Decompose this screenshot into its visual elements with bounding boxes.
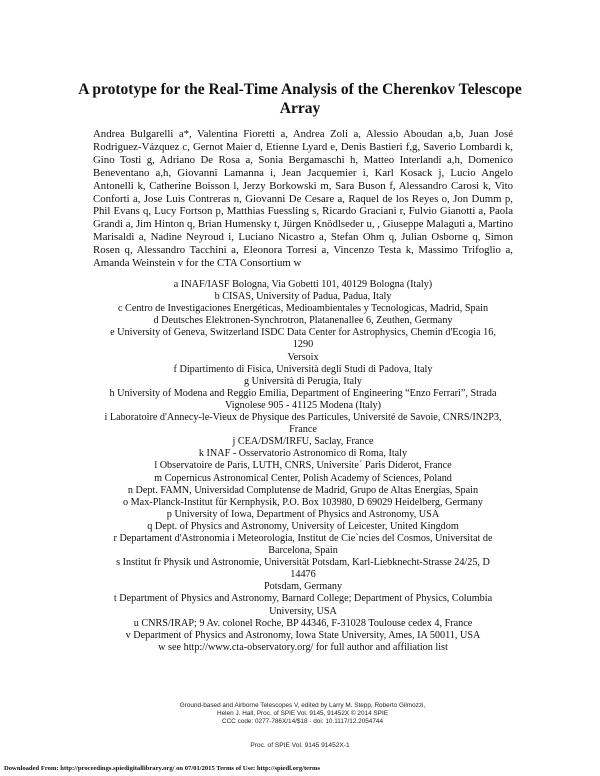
affiliation-line: h University of Modena and Reggio Emilia, Department of Engineering “Enzo Ferrari”, Strada xyxy=(109,387,497,399)
affiliation-line: c Centro de Investigaciones Energéticas, Medioambientales y Tecnologicas, Madrid, Spain xyxy=(117,303,489,315)
affiliation-line: Versoix xyxy=(287,351,319,363)
affiliation-line: p University of Iowa, Department of Physics and Astronomy, USA xyxy=(166,508,440,520)
publication-info-line: CCC code: 0277-786X/14/$18 · doi: 10.1117/12.2054744 xyxy=(221,718,384,726)
affiliation-line: a INAF/IASF Bologna, Via Gobetti 101, 40129 Bologna (Italy) xyxy=(173,279,433,290)
affiliation-line: Barcelona, Spain xyxy=(268,545,338,557)
affiliation-list xyxy=(103,279,503,654)
affiliation-line: m Copernicus Astronomical Center, Polish Academy of Sciences, Poland xyxy=(154,472,452,484)
affiliation-line: r Departament d'Astronomia i Meteorologia, Institut de Cie`ncies del Cosmos, Universitat de xyxy=(113,532,493,544)
affiliation-line: t Department of Physics and Astronomy, Barnard College; Department of Physics, Columbia xyxy=(113,593,493,605)
affiliation-line: Vignolese 905 - 41125 Modena (Italy) xyxy=(224,399,382,411)
affiliation-line: v Department of Physics and Astronomy, Iowa State University, Ames, IA 50011, USA xyxy=(125,629,481,641)
affiliation-line: f Dipartimento di Fisica, Università degli Studi di Padova, Italy xyxy=(173,363,433,375)
download-notice: Downloaded From: http://proceedings.spiedigitallibrary.org/ on 07/01/2015 Terms of Use: http://spiedl.org/terms xyxy=(4,765,321,772)
affiliation-line: b CISAS, University of Padua, Padua, Italy xyxy=(214,291,392,303)
publication-info xyxy=(130,702,475,727)
affiliation-line: i Laboratoire d'Annecy-le-Vieux de Physique des Particules, Université de Savoie, CNRS/IN2P3, xyxy=(104,412,502,424)
publication-info-line: Helen J. Hall, Proc. of SPIE Vol. 9145, 91452X © 2014 SPIE xyxy=(217,710,388,718)
affiliation-line: o Max-Planck-Institut für Kernphysik, P.O. Box 103980, D 69029 Heidelberg, Germany xyxy=(122,496,483,508)
affiliation-line: u CNRS/IRAP; 9 Av. colonel Roche, BP 44346, F-31028 Toulouse cedex 4, France xyxy=(133,617,473,629)
author-list: Andrea Bulgarelli a*, Valentina Fioretti a, Andrea Zoli a, Alessio Aboudan a,b, Juan José Rodriguez-Vázquez c, Gernot Maier d, Etienne Lyard e, Denis Bastieri f,g, Saverio Lombardi k, Gino Tosti g, Adriano De Rosa a, Sonia Bergamaschi h, Matteo Interlandi a,h, Domenico Beneventano a,h, Giovanni Lamanna i, Jean Jacquemier i, Karl Kosack j, Lucio Angelo Antonelli k, Catherine Boisson l, Jerzy Borkowski m, Sara Buson f, Alessandro Carosi k, Vito Conforti a, Jose Luis Contreras n, Giovanni De Cesare a, Raquel de los Reyes o, Jon Dumm p, Phil Evans q, Lucy Fortson p, Matthias Fuessling s, Ricardo Graciani r, Fulvio Gianotti a, Paola Grandi a, Jim Hinton q, Brian Humensky t, Jürgen Knödlseder u, , Giuseppe Malaguti a, Martino Marisaldi a, Nadine Neyroud i, Luciano Nicastro a, Stefan Ohm q, Julian Osborne q, Simon Rosen q, Alessandro Tacchini a, Eleonora Torresi a, Vincenzo Testa k, Massimo Trifoglio a, Amanda Weinstein v for the CTA Consortium w xyxy=(93,128,513,270)
affiliation-line: q Dept. of Physics and Astronomy, University of Leicester, United Kingdom xyxy=(147,520,459,532)
affiliation-line: University, USA xyxy=(269,605,337,617)
affiliation-line: e University of Geneva, Switzerland ISDC Data Center for Astrophysics, Chemin d'Ecogia 16, 1290 xyxy=(110,327,496,351)
publication-info-line: Ground-based and Airborne Telescopes V, edited by Larry M. Stepp, Roberto Gilmozzi, xyxy=(179,702,426,709)
affiliation-line: Potsdam, Germany xyxy=(263,581,343,593)
affiliation-line: w see http://www.cta-observatory.org/ for full author and affiliation list xyxy=(158,641,448,653)
affiliation-line: g Università di Perugia, Italy xyxy=(244,375,362,387)
affiliation-line: j CEA/DSM/IRFU, Saclay, France xyxy=(232,436,374,448)
affiliation-line: l Observatoire de Paris, LUTH, CNRS, Universite´ Paris Diderot, France xyxy=(154,460,452,472)
affiliation-line: n Dept. FAMN, Universidad Complutense de Madrid, Grupo de Altas Energías, Spain xyxy=(127,484,479,496)
affiliation-line: s Institut fr Physik und Astronomie, Universität Potsdam, Karl-Liebknecht-Strasse 24/25, D 14476 xyxy=(116,557,490,581)
affiliation-line: d Deutsches Elektronen-Synchrotron, Platanenallee 6, Zeuthen, Germany xyxy=(153,315,453,327)
paper-title: A prototype for the Real-Time Analysis of the Cherenkov Telescope Array xyxy=(78,81,522,117)
affiliation-line: France xyxy=(289,424,317,436)
page-footer-proc: Proc. of SPIE Vol. 9145 91452X-1 xyxy=(250,742,350,749)
affiliation-line: k INAF - Osservatorio Astronomico di Roma, Italy xyxy=(198,448,408,460)
